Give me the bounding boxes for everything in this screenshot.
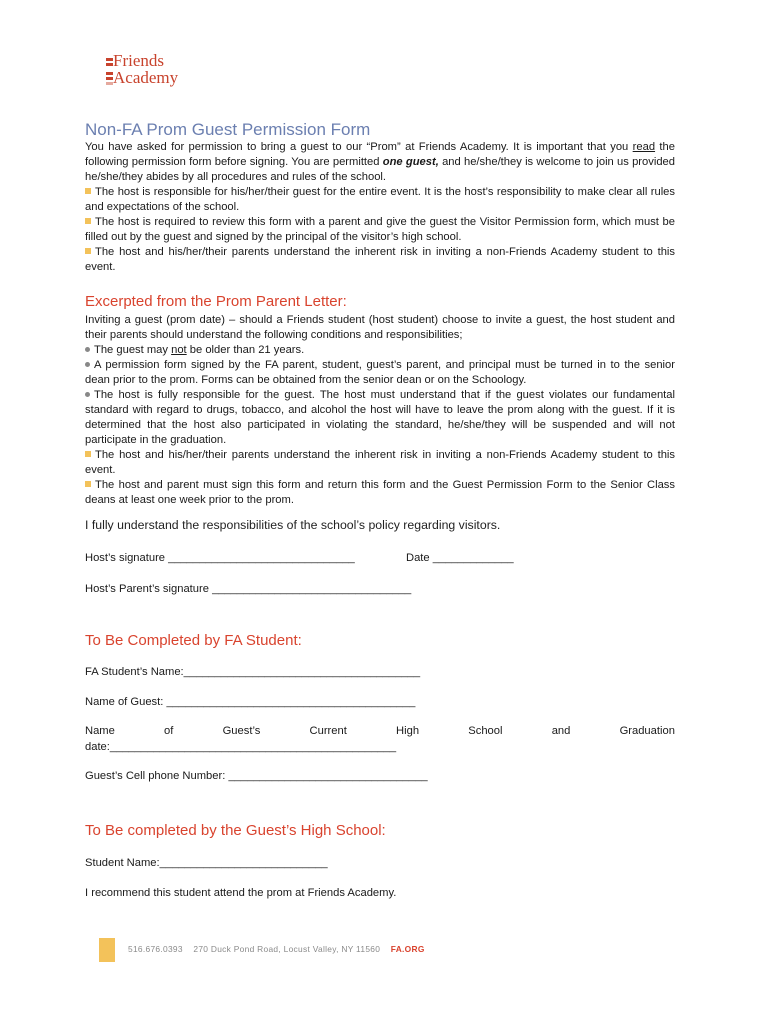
footer-contact [128,944,425,954]
excerpt-square-1-text: The host and his/her/their parents understand the inherent risk in inviting a non-Friends Academy student to this event. [85,449,675,476]
date-field[interactable]: Date _____________ [406,552,514,564]
intro-bullet-2-text: The host is required to review this form with a parent and give the guest the Visitor Permission form, which must be filled out by the guest and signed by the principal of the visitor’s high school. [85,216,675,243]
host-signature-field[interactable]: Host’s signature ______________________________ [85,552,355,564]
excerpt-dot-2 [85,358,675,388]
logo-line-2: Academy [113,68,179,87]
excerpt-dot-2-text: A permission form signed by the FA parent, student, guest’s parent, and principal must be turned in to the senior dean prior to the prom. Forms can be obtained from the senior dean or on the Schoology. [85,359,675,386]
intro-bullet-2 [85,215,675,245]
excerpt-square-1 [85,448,675,478]
school-word: Current [309,725,347,737]
excerpt-dot-3-text: The host is fully responsible for the guest. The host must understand that if the guest violates our fundamental standard with regard to drugs, tobacco, and alcohol the host will have to leave the prom along with the guest. If it is determined that the host also participated in violating the standard, he/she/they will be suspended and will not participate in the graduation. [85,389,675,446]
guest-cell-field[interactable]: Guest’s Cell phone Number: ________________________________ [85,770,428,782]
logo-line-1: Friends [113,51,164,70]
intro-one-guest: one guest, [382,156,439,168]
intro-bullet-1 [85,185,675,215]
square-bullet-icon [85,188,91,194]
excerpt-square-2-text: The host and parent must sign this form and return this form and the Guest Permission Form to the Senior Class deans at least one week prior to the prom. [85,479,675,506]
footer-address: 270 Duck Pond Road, Locust Valley, NY 11560 [193,944,381,954]
square-bullet-icon [85,248,91,254]
guest-school-date-field[interactable]: date:______________________________________________ [85,741,397,753]
dot-bullet-icon [85,347,90,352]
intro-paragraph [85,140,675,185]
guest-name-field[interactable]: Name of Guest: ________________________________________ [85,696,416,708]
footer-phone: 516.676.0393 [128,944,183,954]
high-school-section-heading: To Be completed by the Guest’s High School: [85,822,386,839]
intro-text-b: the following permission form before signing. You are permitted [85,141,675,168]
excerpt-dot-1-b: be older than 21 years. [186,344,305,356]
parent-signature-field[interactable]: Host’s Parent’s signature ________________________________ [85,583,412,595]
hs-student-name-field[interactable]: Student Name:___________________________ [85,857,328,869]
guest-school-label-row [85,725,675,737]
intro-bullet-1-text: The host is responsible for his/her/their guest for the entire event. It is the host’s responsibility to make clear all rules and expectations of the school. [85,186,675,213]
excerpt-paragraph: Inviting a guest (prom date) – should a Friends student (host student) choose to invite a guest, the host student and their parents should understand the following conditions and responsibilities; [85,314,675,341]
square-bullet-icon [85,481,91,487]
logo-wordmark [113,52,178,86]
student-section-heading: To Be Completed by FA Student: [85,632,302,649]
recommendation-text: I recommend this student attend the prom at Friends Academy. [85,887,397,899]
square-bullet-icon [85,218,91,224]
page-title: Non-FA Prom Guest Permission Form [85,120,371,139]
school-word: School [468,725,503,737]
excerpt-dot-1-a: The guest may [94,344,172,356]
intro-text-c: and he/she/they is welcome to join us provided he/she/they abides by all procedures and rules of the school. [85,156,675,183]
school-word: and [551,725,571,737]
dot-bullet-icon [85,392,90,397]
intro-section [85,140,675,275]
school-word: of [164,725,174,737]
dot-bullet-icon [85,362,90,367]
school-word: Graduation [619,725,675,737]
excerpt-dot-1 [85,343,675,358]
excerpt-dot-1-not: not [171,344,187,356]
intro-read: read [632,141,656,153]
intro-bullet-3-text: The host and his/her/their parents understand the inherent risk in inviting a non-Friends Academy student to this event. [85,246,675,273]
footer-website-link[interactable]: FA.ORG [390,944,425,954]
intro-bullet-3 [85,245,675,275]
excerpt-square-2 [85,478,675,508]
excerpt-section [85,313,675,508]
square-bullet-icon [85,451,91,457]
school-word: High [396,725,420,737]
intro-text-a: You have asked for permission to bring a guest to our “Prom” at Friends Academy. It is important that you [85,141,633,153]
excerpt-heading: Excerpted from the Prom Parent Letter: [85,293,347,310]
school-word: Name [85,725,115,737]
policy-acknowledgement: I fully understand the responsibilities of the school’s policy regarding visitors. [85,518,501,532]
footer-accent-bar [99,938,115,962]
school-word: Guest’s [222,725,261,737]
excerpt-dot-3 [85,388,675,448]
student-name-field[interactable]: FA Student’s Name:______________________________________ [85,666,421,678]
